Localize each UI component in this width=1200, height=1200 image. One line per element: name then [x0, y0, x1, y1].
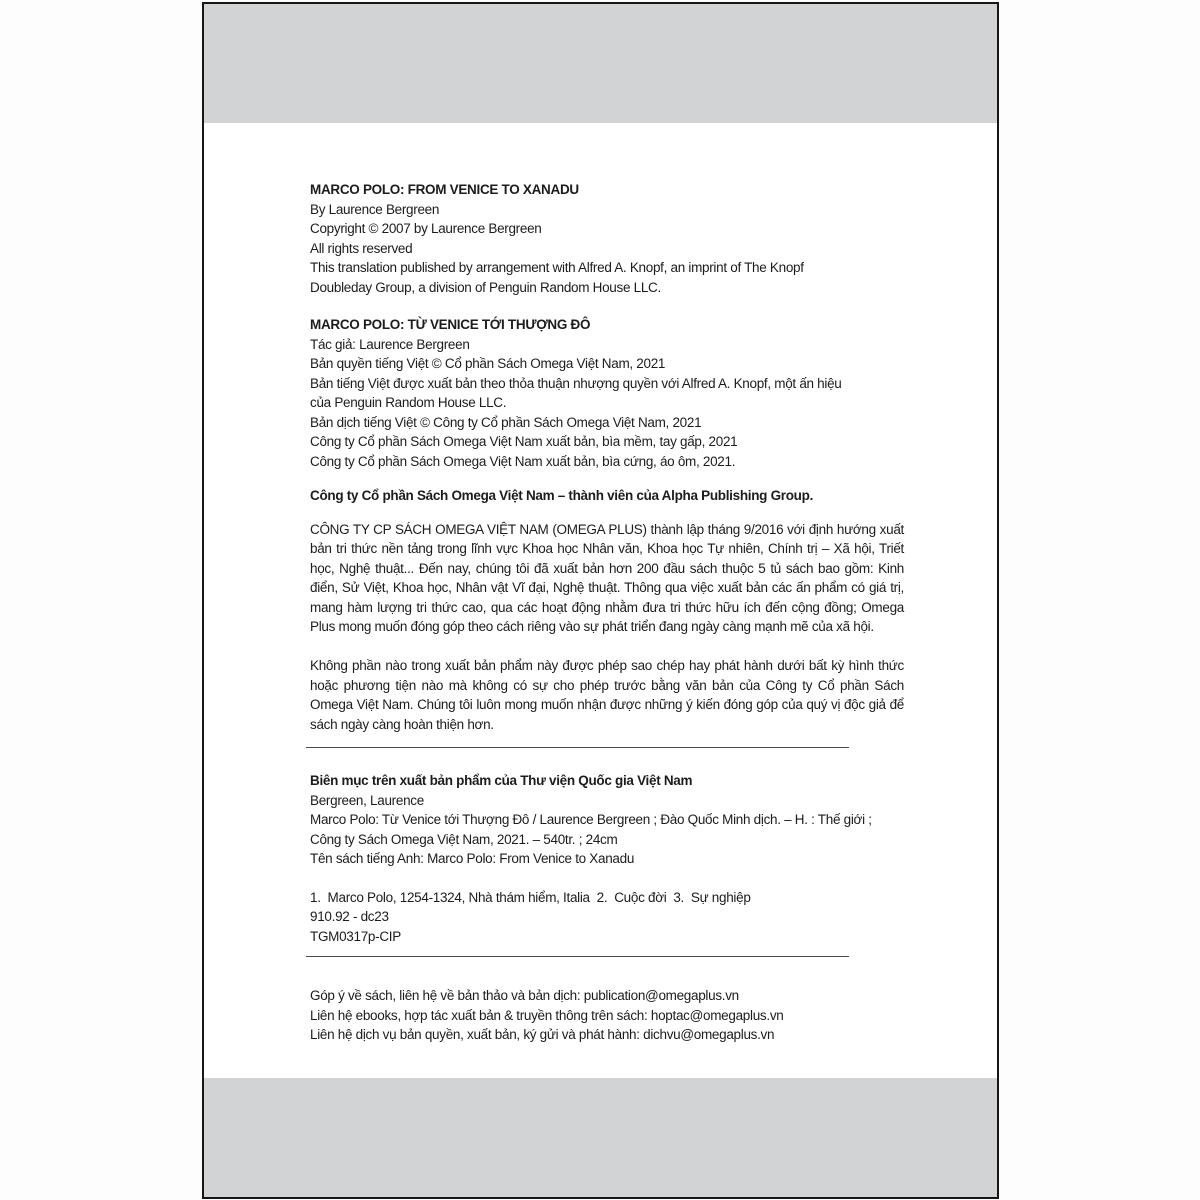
membership-note: Công ty Cổ phần Sách Omega Việt Nam – thành viên của Alpha Publishing Group. [310, 488, 814, 503]
text-line: Bản dịch tiếng Việt © Công ty Cổ phần Sách Omega Việt Nam, 2021 [310, 414, 702, 430]
text-line: của Penguin Random House LLC. [310, 395, 507, 410]
book-copyright-page [202, 2, 999, 1199]
contact-line: Góp ý về sách, liên hệ về bản thảo và bản dịch: publication@omegaplus.vn [310, 988, 739, 1004]
text-line: Bergreen, Laurence [310, 792, 424, 808]
text-line: All rights reserved [310, 240, 413, 256]
text-line: Doubleday Group, a division of Penguin Random House LLC. [310, 279, 661, 295]
contact-line: Liên hệ dịch vụ bản quyền, xuất bản, ký gửi và phát hành: dichvu@omegaplus.vn [310, 1027, 775, 1043]
english-copyright-section [310, 180, 904, 297]
license-paragraph: Không phần nào trong xuất bản phẩm này được phép sao chép hay phát hành dưới bất kỳ hình thức hoặc phương tiện nào mà không có sự cho phép trước bằng văn bản của Công ty Cổ phần Sách Omega Việt Nam. Chúng tôi luôn mong muốn nhận được những ý kiến đóng góp của quý vị độc giả để sách ngày càng hoàn thiện hơn. [310, 658, 904, 732]
text-line: 1. Marco Polo, 1254-1324, Nhà thám hiểm, Italia 2. Cuộc đời 3. Sự nghiệp [310, 889, 751, 905]
text-line: Marco Polo: Từ Venice tới Thượng Đô / Laurence Bergreen ; Đào Quốc Minh dịch. – H. : Thế giới ; [310, 812, 872, 828]
text-line: By Laurence Bergreen [310, 201, 440, 217]
vietnamese-copyright-section [310, 315, 904, 471]
english-title: MARCO POLO: FROM VENICE TO XANADU [310, 182, 579, 197]
bottom-gray-band [204, 1078, 997, 1197]
vietnamese-title: MARCO POLO: TỪ VENICE TỚI THƯỢNG ĐÔ [310, 317, 591, 332]
text-line: Công ty Sách Omega Việt Nam, 2021. – 540tr. ; 24cm [310, 831, 618, 847]
text-line: Công ty Cổ phần Sách Omega Việt Nam xuất bản, bìa mềm, tay gấp, 2021 [310, 434, 738, 449]
colophon-content [310, 180, 904, 1045]
text-line: Tên sách tiếng Anh: Marco Polo: From Venice to Xanadu [310, 851, 635, 867]
top-gray-band [204, 4, 997, 123]
text-line: This translation published by arrangement with Alfred A. Knopf, an imprint of The Knopf [310, 260, 804, 275]
membership-note-section [310, 486, 904, 506]
contacts-section [310, 986, 904, 1045]
divider-rule [306, 956, 849, 957]
text-line: 910.92 - dc23 [310, 909, 389, 925]
cip-section [310, 771, 904, 869]
text-line: Bản quyền tiếng Việt © Cổ phần Sách Omega Việt Nam, 2021 [310, 356, 666, 371]
divider-rule [306, 747, 849, 748]
text-line: Copyright © 2007 by Laurence Bergreen [310, 221, 542, 236]
text-line: Tác giả: Laurence Bergreen [310, 336, 470, 352]
contact-line: Liên hệ ebooks, hợp tác xuất bản & truyền thông trên sách: hoptac@omegaplus.vn [310, 1007, 784, 1023]
cip-heading: Biên mục trên xuất bản phẩm của Thư viện Quốc gia Việt Nam [310, 773, 693, 789]
text-line: Bản tiếng Việt được xuất bản theo thỏa thuận nhượng quyền với Alfred A. Knopf, một ấn hiệu [310, 375, 842, 391]
text-line: Công ty Cổ phần Sách Omega Việt Nam xuất bản, bìa cứng, áo ôm, 2021. [310, 453, 736, 469]
subjects-section [310, 888, 904, 947]
text-line: TGM0317p-CIP [310, 928, 401, 944]
publisher-about-paragraph: CÔNG TY CP SÁCH OMEGA VIỆT NAM (OMEGA PLUS) thành lập tháng 9/2016 với định hướng xuất bản tri thức nền tảng trong lĩnh vực Khoa học Nhân văn, Khoa học Tự nhiên, Chính trị – Xã hội, Triết học, Nghệ thuật... Đến nay, chúng tôi đã xuất bản hơn 200 đầu sách thuộc 5 tủ sách bao gồm: Kinh điển, Sử Việt, Khoa học, Nhân vật Vĩ đại, Nghệ thuật. Thông qua việc xuất bản các ấn phẩm có giá trị, mang hàm lượng tri thức cao, qua các hoạt động nhằm đưa tri thức hữu ích đến cộng đồng; Omega Plus mong muốn đóng góp theo cách riêng vào sự phát triển đang ngày càng mạnh mẽ của xã hội. [310, 521, 904, 635]
